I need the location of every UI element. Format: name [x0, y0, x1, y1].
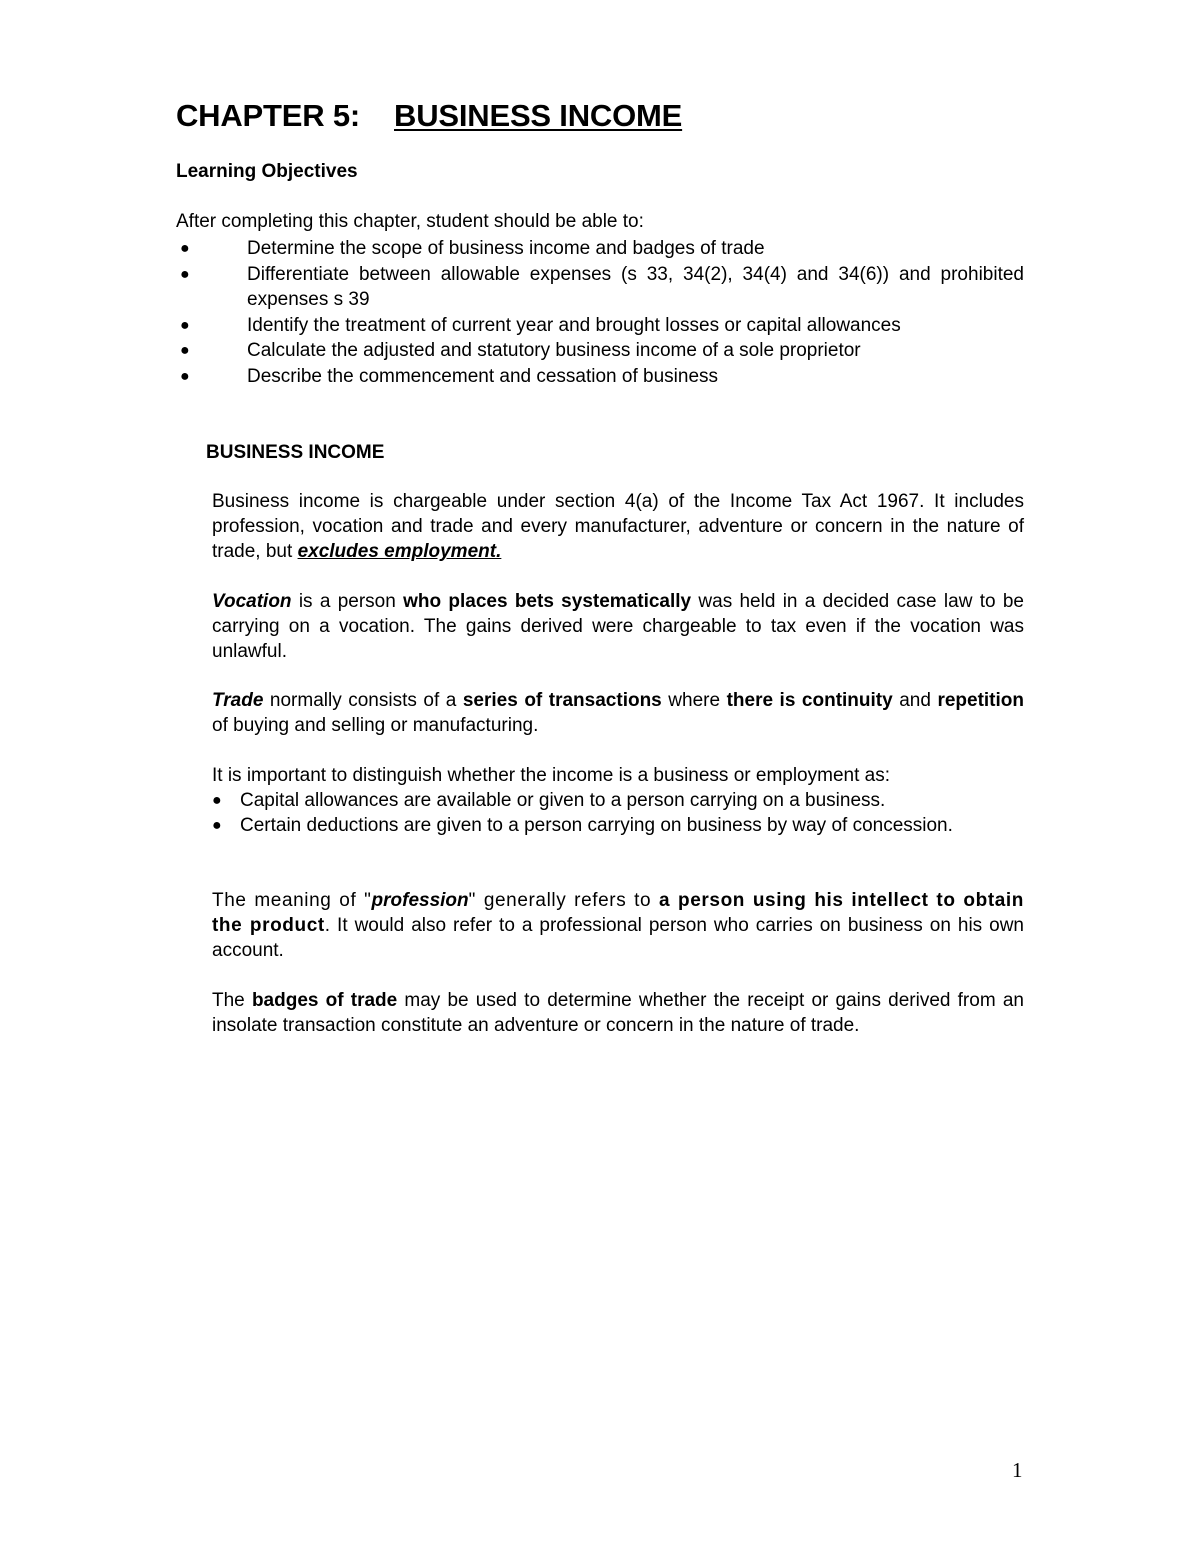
distinguish-paragraph: It is important to distinguish whether the income is a business or employment as: ● Capital allowances are available or given to a person carrying on a business. ● Certain deductions are given to a person carrying on business by way of concession.: [212, 763, 1024, 838]
bullet-icon: ●: [180, 316, 190, 334]
bullet-icon: ●: [212, 817, 222, 834]
term-vocation: Vocation: [212, 591, 292, 612]
bullet-icon: ●: [180, 367, 190, 385]
section-heading: BUSINESS INCOME: [206, 442, 385, 463]
objectives-list: [176, 236, 1024, 389]
term-trade: Trade: [212, 690, 264, 711]
bullet-icon: ●: [180, 265, 190, 283]
learning-objectives-heading: Learning Objectives: [176, 161, 358, 182]
list-item: ● Determine the scope of business income and badges of trade: [176, 236, 1024, 262]
definition-paragraph: Business income is chargeable under section 4(a) of the Income Tax Act 1967. It includes profession, vocation and trade and every manufacturer, adventure or concern in the nature of trade, but excludes employment.: [212, 491, 1024, 562]
vocation-paragraph: Vocation is a person who places bets systematically was held in a decided case law to be carrying on a vocation. The gains derived were chargeable to tax even if the vocation was unlawful.: [212, 591, 1024, 662]
list-item: ● Describe the commencement and cessation of business: [176, 364, 1024, 390]
chapter-number: CHAPTER 5:: [176, 98, 361, 133]
page-number: 1: [1012, 1458, 1023, 1482]
emphasis-text: excludes employment.: [297, 541, 502, 562]
list-item: ● Identify the treatment of current year and brought losses or capital allowances: [176, 313, 1024, 339]
list-item: ● Certain deductions are given to a person carrying on business by way of concession.: [212, 815, 953, 836]
list-item: ● Differentiate between allowable expenses (s 33, 34(2), 34(4) and 34(6)) and prohibited expenses s 39: [180, 263, 1024, 310]
chapter-topic: BUSINESS INCOME: [394, 98, 683, 133]
list-item: ● Calculate the adjusted and statutory business income of a sole proprietor: [176, 338, 1024, 364]
trade-paragraph: Trade normally consists of a series of transactions where there is continuity and repetition of buying and selling or manufacturing.: [212, 690, 1024, 736]
profession-paragraph: The meaning of "profession" generally refers to a person using his intellect to obtain the product. It would also refer to a professional person who carries on business on his own account.: [212, 890, 1025, 961]
badges-paragraph: The badges of trade may be used to determine whether the receipt or gains derived from an insolate transaction constitute an adventure or concern in the nature of trade.: [212, 990, 1024, 1036]
bullet-icon: ●: [180, 240, 190, 257]
term-profession: profession: [371, 890, 469, 911]
chapter-title: [176, 98, 682, 134]
learning-objectives-intro: After completing this chapter, student should be able to:: [176, 211, 644, 232]
list-item: ● Capital allowances are available or given to a person carrying on a business.: [212, 790, 886, 811]
bullet-icon: ●: [180, 342, 190, 359]
distinction-list: [212, 788, 1024, 838]
bullet-icon: ●: [212, 792, 222, 809]
